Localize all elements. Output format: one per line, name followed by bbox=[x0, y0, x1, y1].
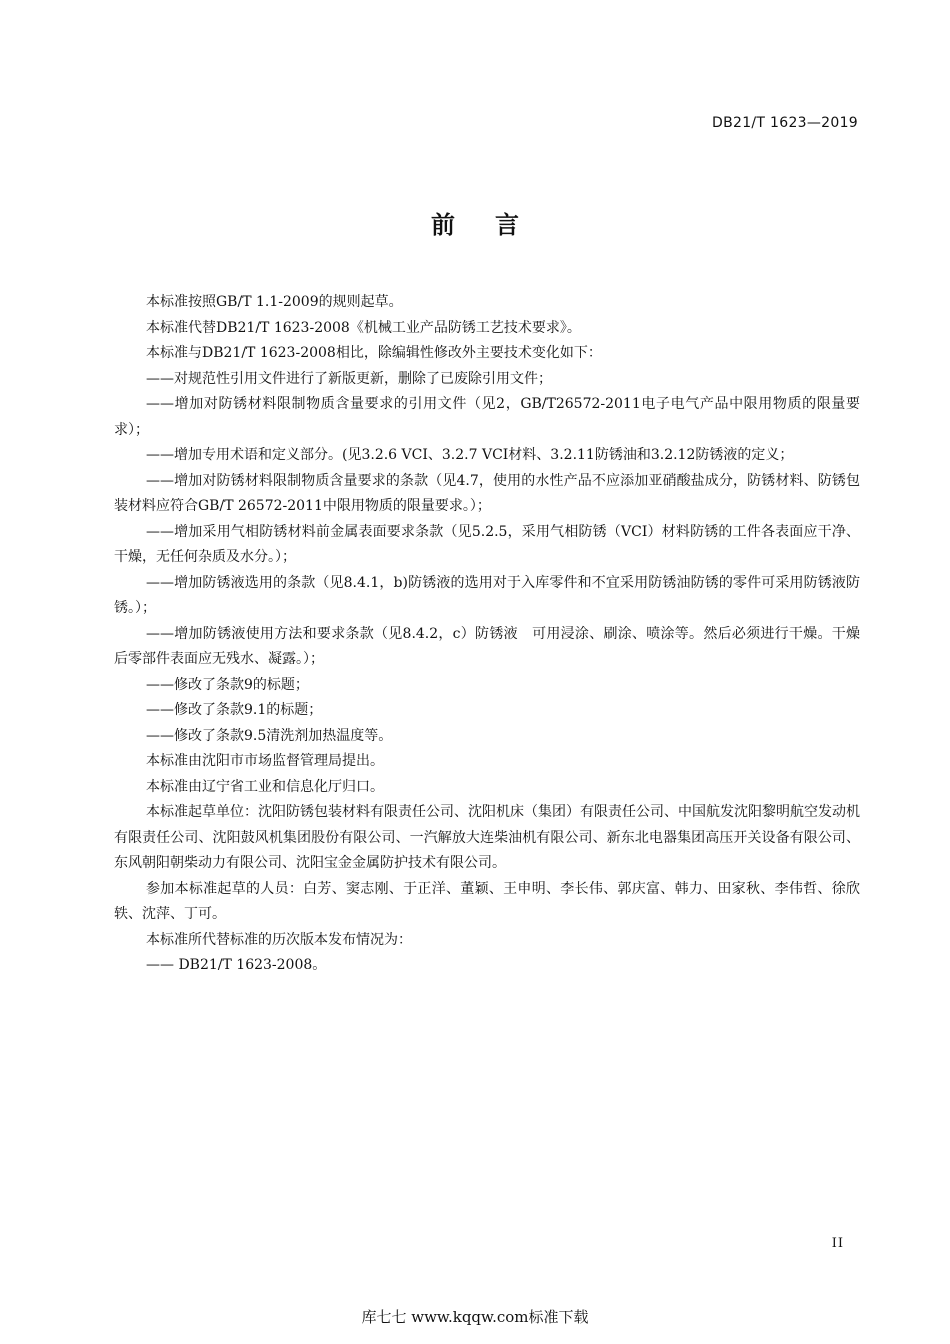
page-number: II bbox=[831, 1236, 844, 1251]
change-item: ——对规范性引用文件进行了新版更新，删除了已废除引用文件； bbox=[146, 370, 552, 387]
paragraph: 本标准由辽宁省工业和信息化厅归口。 bbox=[146, 778, 384, 795]
change-item: ——修改了条款9.1的标题； bbox=[146, 702, 323, 718]
version-history-item: —— DB21/T 1623-2008。 bbox=[146, 957, 327, 973]
change-item: ——增加专用术语和定义部分。(见3.2.6 VCI、3.2.7 VCI材料、3.2.11防锈油和3.2.12防锈液的定义； bbox=[146, 447, 794, 463]
watermark-text: 库七七 www.kqqw.com标准下载 bbox=[361, 1308, 589, 1326]
page-title: 前言 bbox=[431, 211, 559, 239]
foreword-body bbox=[114, 290, 860, 979]
change-item: ——修改了条款9的标题； bbox=[146, 676, 309, 693]
paragraph: 本标准按照GB/T 1.1-2009的规则起草。 bbox=[146, 294, 403, 310]
change-item: ——增加防锈液选用的条款（见8.4.1，b)防锈液的选用对于入库零件和不宜采用防锈油防锈的零件可采用防锈液防锈。）； bbox=[114, 574, 860, 616]
drafting-units: 本标准起草单位：沈阳防锈包装材料有限责任公司、沈阳机床（集团）有限责任公司、中国航发沈阳黎明航空发动机有限责任公司、沈阳鼓风机集团股份有限公司、一汽解放大连柴油机有限公司、新东北电器集团高压开关设备有限公司、东风朝阳朝柴动力有限公司、沈阳宝金金属防护技术有限公司。 bbox=[114, 804, 860, 871]
drafting-persons: 参加本标准起草的人员：白芳、窦志刚、于正洋、董颖、王申明、李长伟、郭庆富、韩力、田家秋、李伟哲、徐欣轶、沈萍、丁可。 bbox=[114, 880, 860, 922]
change-item: ——增加对防锈材料限制物质含量要求的条款（见4.7，使用的水性产品不应添加亚硝酸盐成分，防锈材料、防锈包装材料应符合GB/T 26572-2011中限用物质的限量要求。）； bbox=[114, 472, 860, 514]
document-code: DB21/T 1623—2019 bbox=[712, 115, 858, 131]
change-item: ——增加防锈液使用方法和要求条款（见8.4.2，c）防锈液 可用浸涂、刷涂、喷涂等。然后必须进行干燥。干燥后零部件表面应无残水、凝露。）； bbox=[114, 625, 860, 667]
change-item: ——增加对防锈材料限制物质含量要求的引用文件（见2，GB/T26572-2011电子电气产品中限用物质的限量要求）； bbox=[114, 396, 860, 438]
change-item: ——修改了条款9.5清洗剂加热温度等。 bbox=[146, 727, 393, 744]
change-item: ——增加采用气相防锈材料前金属表面要求条款（见5.2.5，采用气相防锈（VCI）材料防锈的工件各表面应干净、干燥，无任何杂质及水分。）； bbox=[114, 523, 860, 565]
paragraph: 本标准代替DB21/T 1623-2008《机械工业产品防锈工艺技术要求》。 bbox=[146, 319, 581, 336]
paragraph: 本标准所代替标准的历次版本发布情况为： bbox=[146, 931, 412, 948]
paragraph: 本标准由沈阳市市场监督管理局提出。 bbox=[146, 753, 384, 769]
paragraph: 本标准与DB21/T 1623-2008相比，除编辑性修改外主要技术变化如下： bbox=[146, 345, 602, 361]
